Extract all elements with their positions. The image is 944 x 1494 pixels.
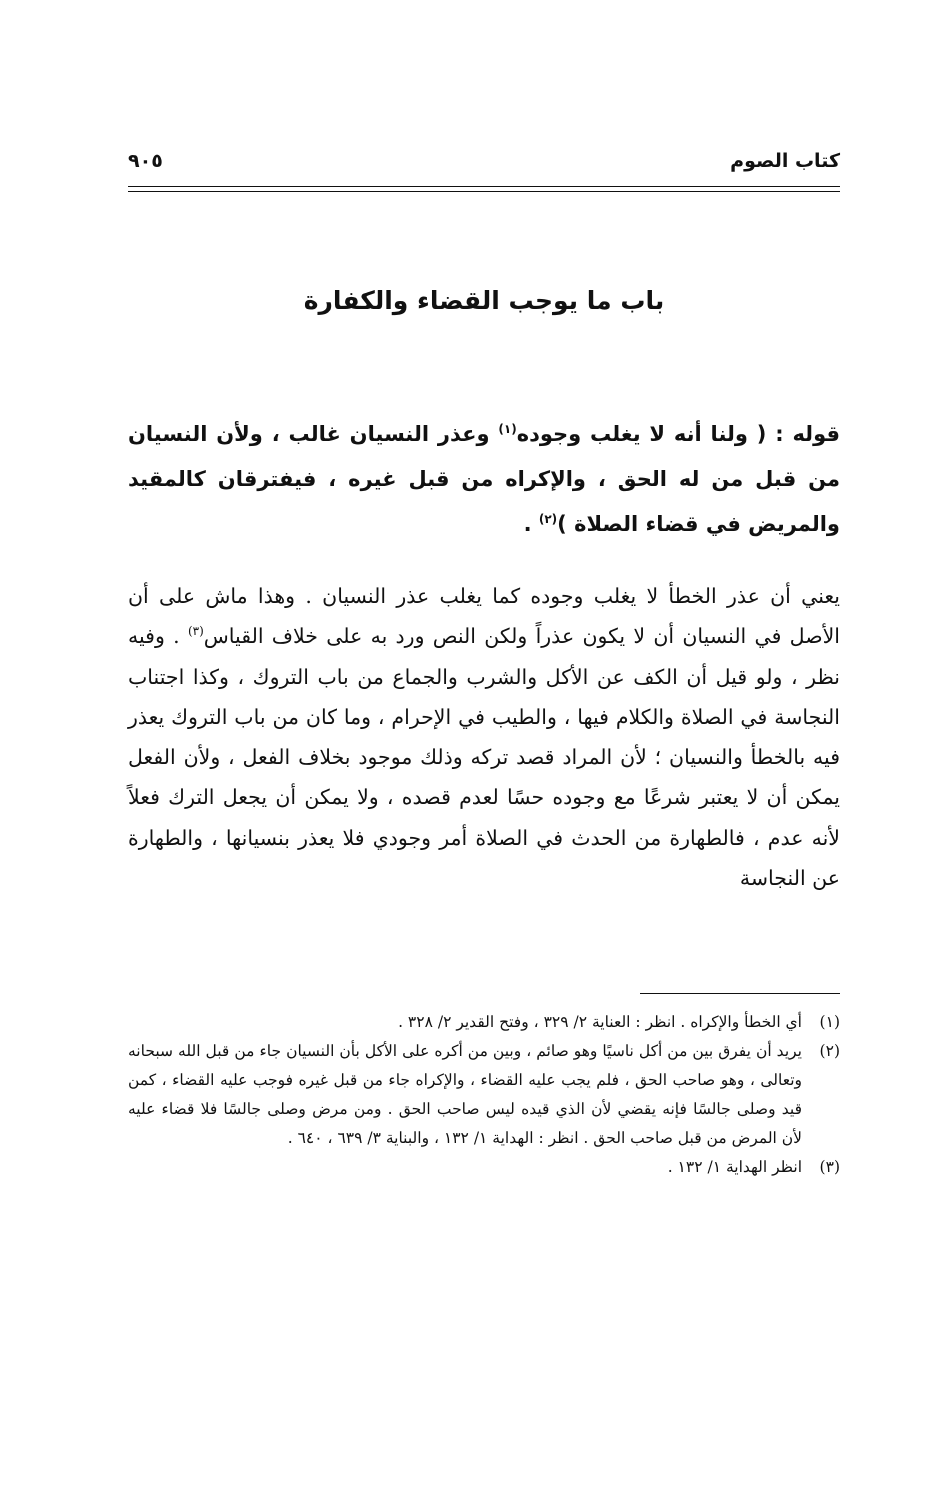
footnote-ref[interactable]: (٣) [187, 624, 204, 639]
footnote-text: يريد أن يفرق بين من أكل ناسيًا وهو صائم ، وبين من أكره على الأكل بأن النسيان جاء من قبل الله سبحانه وتعالى ، وهو صاحب الحق ، فلم يجب عليه القضاء ، والإكراه جاء من قبل غيره فوجب عليه القضاء ، كمن قيد وصلى جالسًا فإنه يقضي لأن الذي قيده ليس صاحب الحق . ومن مرض وصلى جالسًا فلا قضاء عليه لأن المرض من قبل صاحب الحق . انظر : الهداية ١/ ١٣٢ ، والبناية ٣/ ٦٣٩ ، ٦٤٠ . [128, 1042, 802, 1147]
footnote [128, 1037, 840, 1153]
footnote [128, 1153, 840, 1182]
commentary-paragraph [128, 576, 840, 898]
quoted-text [128, 412, 840, 547]
footnote-ref[interactable]: (٢) [538, 512, 558, 526]
footnote-number: (٣) [819, 1158, 840, 1176]
footnotes [128, 1008, 840, 1182]
header-rule [128, 186, 840, 187]
footnote-number: (١) [819, 1013, 840, 1031]
quote-text: . [523, 512, 539, 536]
quote-text: قوله : ( ولنا أنه لا يغلب وجوده [516, 422, 840, 446]
footnote-ref[interactable]: (١) [498, 422, 517, 436]
header-rule [128, 191, 840, 192]
footnote-number: (٢) [819, 1042, 840, 1060]
footnote-text: أي الخطأ والإكراه . انظر : العناية ٢/ ٣٢٩ ، وفتح القدير ٢/ ٣٢٨ . [398, 1013, 802, 1031]
paragraph-text: . وفيه نظر ، ولو قيل أن الكف عن الأكل والشرب والجماع من باب التروك ، وكذا اجتناب النجاسة في الصلاة والكلام فيها ، والطيب في الإحرام ، وما كان من باب التروك يعذر فيه بالخطأ والنسيان ؛ لأن المراد قصد تركه وذلك موجود بخلاف الفعل ، ولأن الفعل يمكن أن لا يعتبر شرعًا مع وجوده حسًا لعدم قصده ، ولا يمكن أن يجعل الترك فعلاً لأنه عدم ، فالطهارة من الحدث في الصلاة أمر وجودي فلا يعذر بنسيانها ، والطهارة عن النجاسة [128, 624, 840, 891]
paragraph-text: يعني أن عذر الخطأ لا يغلب وجوده كما يغلب عذر النسيان . وهذا ماش على أن الأصل في النسيان أن لا يكون عذراً ولكن النص ورد به على خلاف القياس [128, 584, 840, 649]
quote-text: وعذر النسيان غالب ، ولأن النسيان من قبل من له الحق ، والإكراه من قبل غيره ، فيفترقان كالمقيد والمريض في قضاء الصلاة ) [128, 422, 840, 536]
chapter-title: باب ما يوجب القضاء والكفارة [303, 286, 665, 315]
running-header [128, 140, 840, 180]
footnote [128, 1008, 840, 1037]
book-title: كتاب الصوم [730, 150, 840, 172]
footnote-text: انظر الهداية ١/ ١٣٢ . [667, 1158, 802, 1176]
page-number: ٩٠٥ [128, 150, 163, 172]
footnote-separator [640, 993, 840, 994]
